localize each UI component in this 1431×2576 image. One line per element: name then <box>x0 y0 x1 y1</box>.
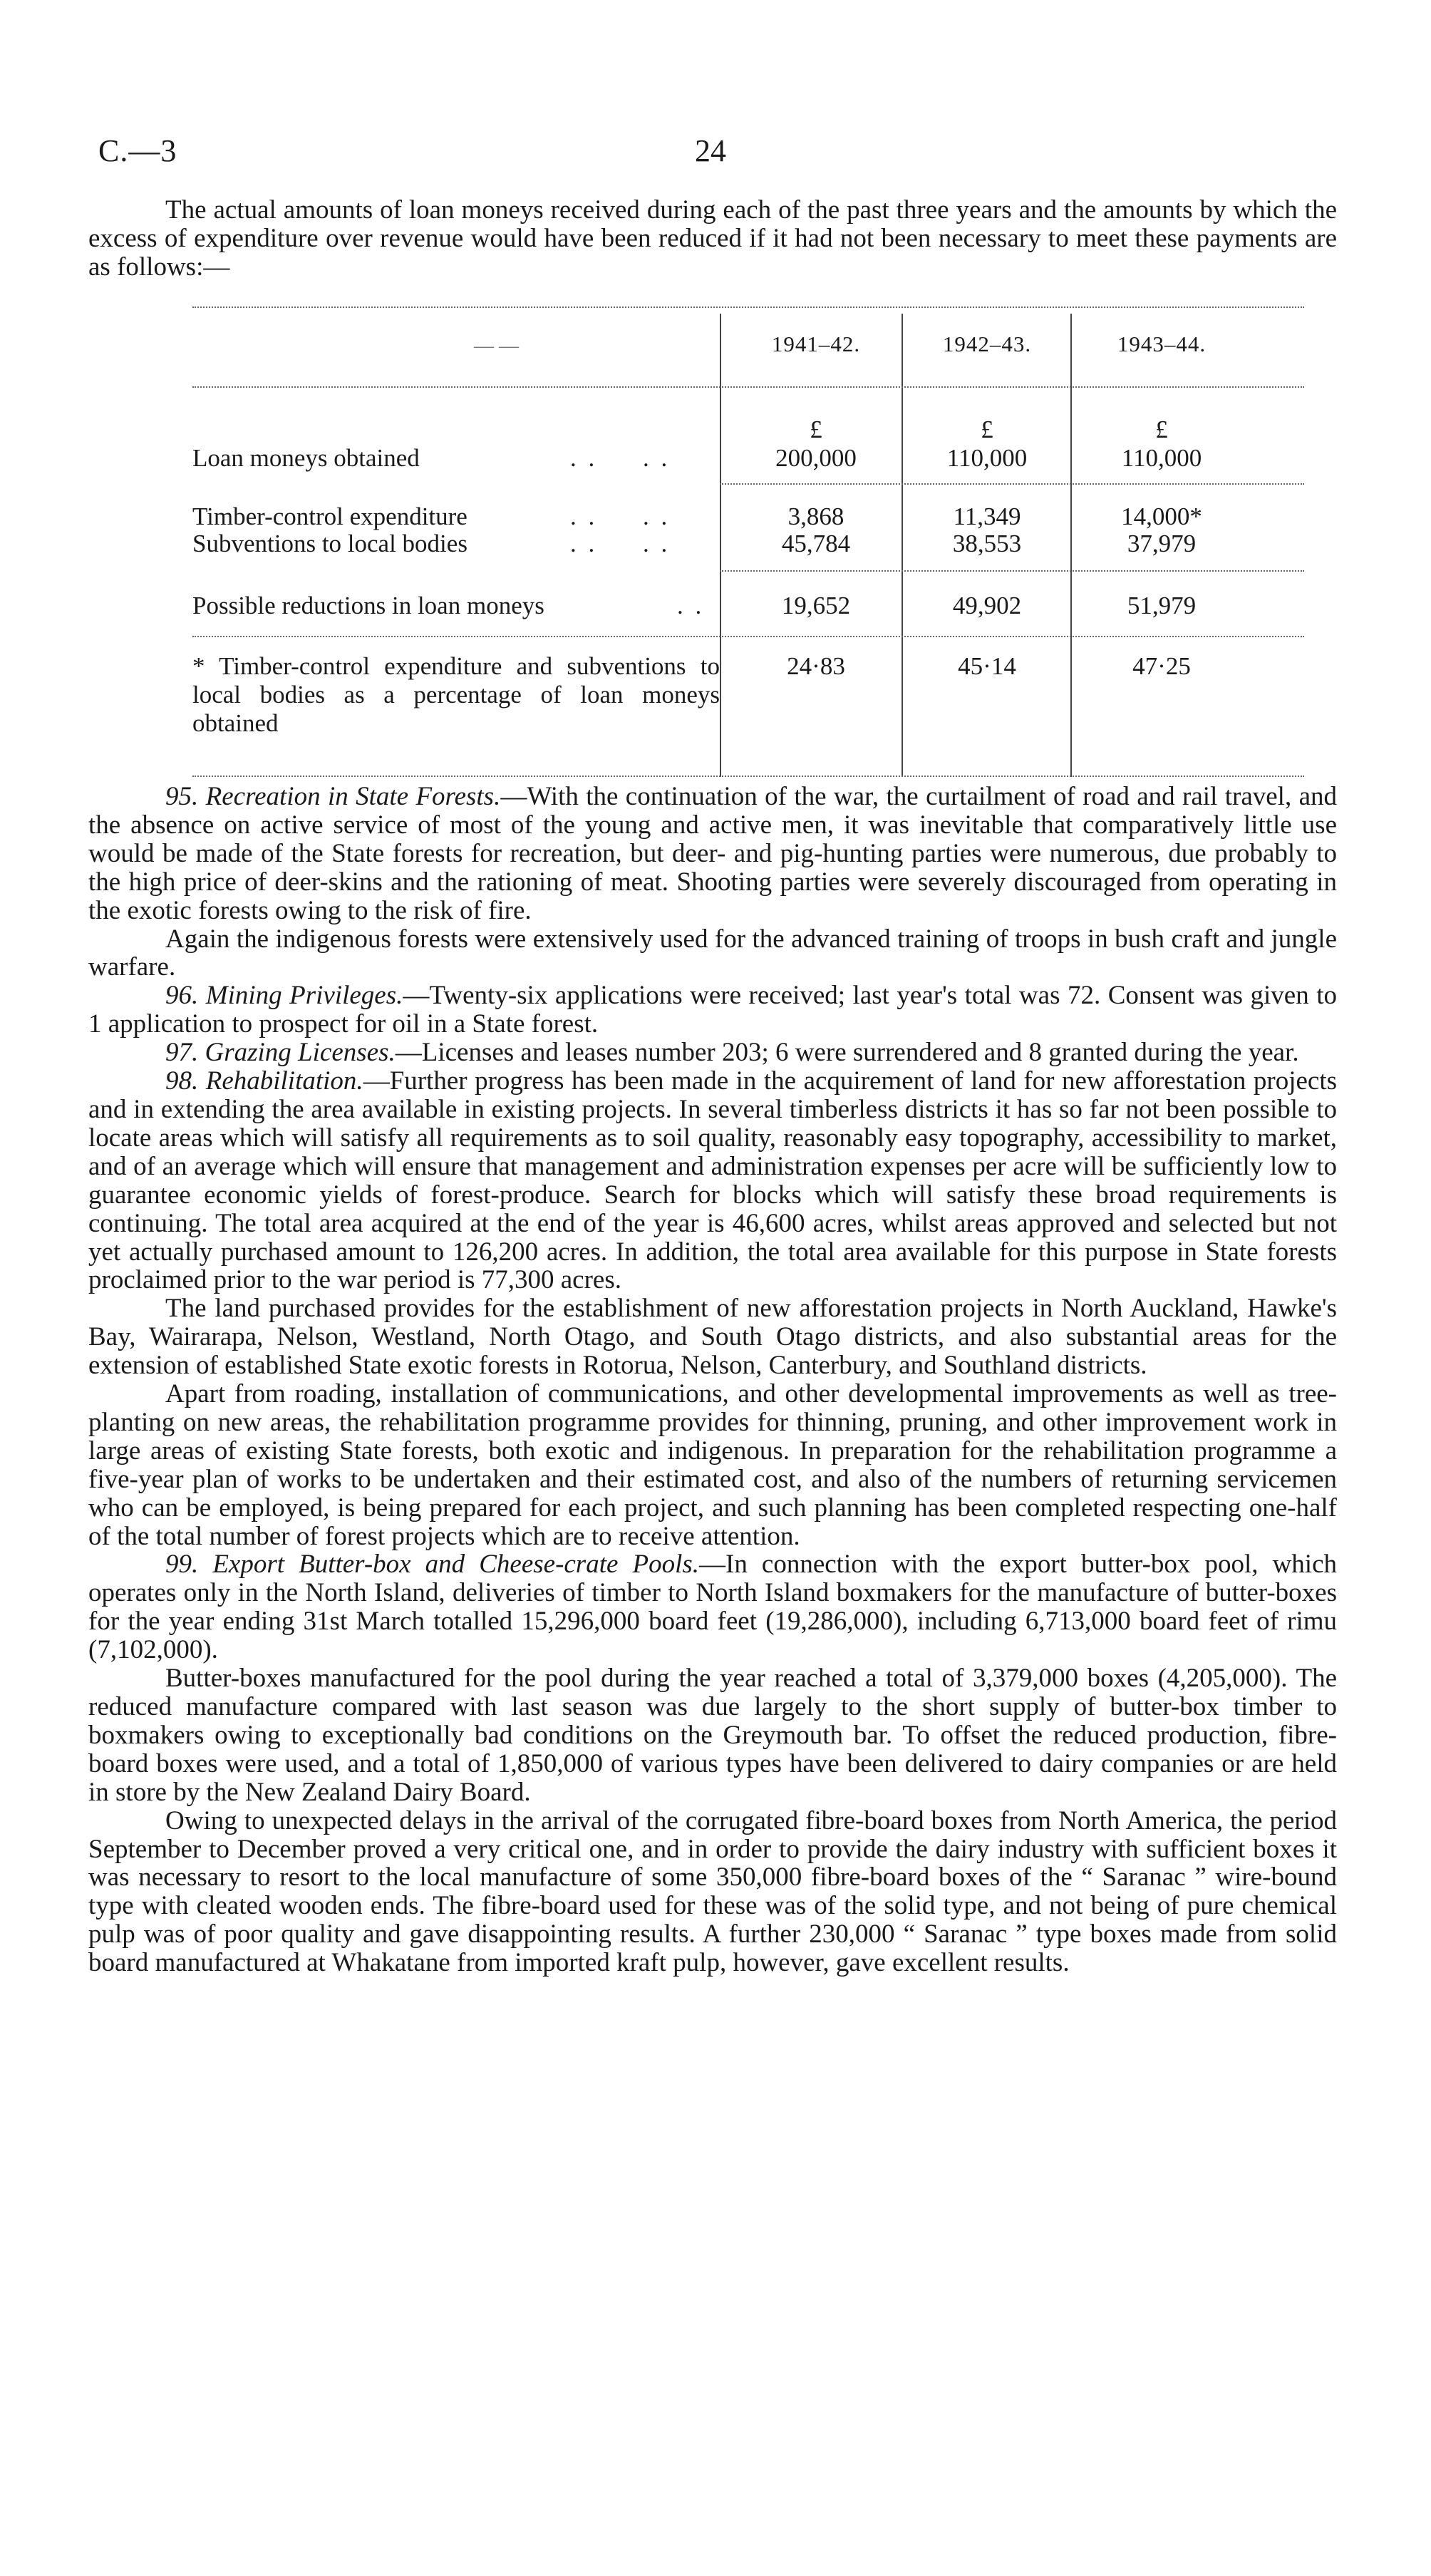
paragraph-text: —Licenses and leases number 203; 6 were surrendered and 8 granted during the year. <box>395 1038 1299 1068</box>
row-label-loan-moneys: Loan moneys obtained <box>192 444 420 472</box>
paragraph-98-b: The land purchased provides for the establishment of new afforestation projects in North Auckland, Hawke's Bay, Wairarapa, Nelson, Westland, North Otago, and South Otago districts, and also substantial areas for the extension of established State exotic forests in Rotorua, Nelson, Canterbury, and Southland districts. <box>88 1294 1337 1381</box>
paragraph-95 <box>88 783 1337 925</box>
table-cell: 11,349 <box>953 503 1021 530</box>
paragraph-99 <box>88 1550 1337 1664</box>
table-divider <box>1070 314 1072 777</box>
row-label-possible-reductions: Possible reductions in loan moneys <box>192 592 544 619</box>
page-number: 24 <box>695 133 726 168</box>
section-heading: 99. Export Butter-box and Cheese-crate Pools. <box>165 1550 700 1580</box>
leader-dots: . . . . <box>570 530 671 557</box>
paragraph-99-b: Butter-boxes manufactured for the pool during the year reached a total of 3,379,000 boxes (4,205,000). The reduced manufacture compared with last season was due largely to the short supply of butter-box timber to boxmakers owing to exceptionally bad conditions on the Greymouth bar. To offset the reduced production, fibre-board boxes were used, and a total of 1,850,000 of various types have been delivered to dairy companies or are held in store by the New Zealand Dairy Board. <box>88 1664 1337 1807</box>
table-cell: 49,902 <box>952 592 1022 619</box>
paragraph-96 <box>88 982 1337 1039</box>
table-cell: 3,868 <box>787 503 844 530</box>
paragraph-98 <box>88 1067 1337 1294</box>
table-divider <box>902 314 903 777</box>
document-reference: C.—3 <box>98 133 177 168</box>
table-corner-dash: — — <box>474 335 519 357</box>
table-cell: 51,979 <box>1127 592 1197 619</box>
table-cell: 110,000 <box>1121 444 1202 472</box>
body-text <box>88 783 1337 1977</box>
table-cell: 200,000 <box>775 444 857 472</box>
paragraph-99-c: Owing to unexpected delays in the arrival of the corrugated fibre-board boxes from North America, the period September to December proved a very critical one, and in order to provide the dairy industry with sufficient boxes it was necessary to resort to the local manufacture of some 350,000 fibre-board boxes of the “ Saranac ” wire-bound type with cleated wooden ends. The fibre-board used for these was of the solid type, and not being of pure chemical pulp was of poor quality and gave disappointing results. A further 230,000 “ Saranac ” type boxes made from solid board manufactured at Whakatane from imported kraft pulp, however, gave excellent results. <box>88 1805 1337 1978</box>
table-rule <box>720 483 1304 485</box>
row-label-timber-control: Timber-control expenditure <box>192 503 467 530</box>
table-cell: 45·14 <box>958 652 1016 680</box>
paragraph-98-c: Apart from roading, installation of communications, and other developmental improvements as well as tree-planting on new areas, the rehabilitation programme provides for thinning, pruning, and other improvement work in large areas of existing State forests, both exotic and indigenous. In preparation for the rehabilitation programme a five-year plan of works to be undertaken and their estimated cost, and also of the numbers of returning servicemen who can be employed, is being prepared for each project, and such planning has been completed respecting one-half of the total number of forest projects which are to receive attention. <box>88 1379 1337 1551</box>
currency-symbol: £ <box>981 416 993 443</box>
leader-dots: . . . . <box>570 444 671 472</box>
table-cell: 24·83 <box>787 652 845 680</box>
table-divider <box>720 314 721 777</box>
column-header-1941: 1941–42. <box>771 331 861 356</box>
table-cell: 110,000 <box>946 444 1028 472</box>
table-cell: 45,784 <box>781 530 851 557</box>
leader-dots: . . <box>677 592 705 619</box>
table-cell: 38,553 <box>952 530 1022 557</box>
paragraph-95-b: Again the indigenous forests were extensively used for the advanced training of troops in bush craft and jungle warfare. <box>88 924 1337 982</box>
table-cell: 19,652 <box>781 592 851 619</box>
row-label-subventions: Subventions to local bodies <box>192 530 467 557</box>
section-heading: 95. Recreation in State Forests. <box>165 782 501 811</box>
section-heading: 98. Rehabilitation. <box>165 1066 363 1096</box>
loan-moneys-table <box>192 306 1326 777</box>
table-top-rule <box>192 306 1304 308</box>
leader-dots: . . . . <box>570 503 671 530</box>
table-cell: 14,000* <box>1121 503 1202 530</box>
table-rule <box>720 570 1304 572</box>
table-bottom-rule <box>192 776 1304 777</box>
paragraph-text: —In connection with the export butter-box pool, which operates only in the North Island, deliveries of timber to North Island boxmakers for the manufacture of butter-boxes for the year ending 31st March totalled 15,296,000 board feet (19,286,000), including 6,713,000 board feet of rimu (7,102,000). <box>88 1550 1337 1665</box>
currency-symbol: £ <box>1155 416 1168 443</box>
column-header-1943: 1943–44. <box>1117 331 1207 356</box>
table-cell: 47·25 <box>1132 652 1191 680</box>
paragraph-text: —Further progress has been made in the acquirement of land for new afforestation projects and in extending the area available in existing projects. In several timberless districts it has so far not been possible to locate areas which will satisfy all requirements as to soil quality, reasonably easy topography, accessibility to market, and of an average which will ensure that management and administration expenses per acre will be sufficiently low to guarantee economic yields of forest-produce. Search for blocks which will satisfy these broad requirements is continuing. The total area acquired at the end of the year is 46,600 acres, whilst areas approved and selected but not yet actually purchased amount to 126,200 acres. In addition, the total area available for this purpose in State forests proclaimed prior to the war period is 77,300 acres. <box>88 1066 1337 1295</box>
section-heading: 96. Mining Privileges. <box>165 981 403 1011</box>
paragraph-text: —Twenty-six applications were received; last year's total was 72. Consent was given to 1 application to prospect for oil in a State forest. <box>88 981 1338 1039</box>
currency-symbol: £ <box>810 416 822 443</box>
intro-paragraph: The actual amounts of loan moneys received during each of the past three years and the amounts by which the excess of expenditure over revenue would have been reduced if it had not been necessary to meet these payments are as follows:— <box>88 195 1337 282</box>
table-rule <box>192 636 1304 637</box>
paragraph-text: —With the continuation of the war, the curtailment of road and rail travel, and the absence on active service of most of the young and active men, it was inevitable that comparatively little use would be made of the State forests for recreation, but deer- and pig-hunting parties were numerous, due probably to the high price of deer-skins and the rationing of meat. Shooting parties were severely discouraged from operating in the exotic forests owing to the risk of fire. <box>88 782 1337 925</box>
section-heading: 97. Grazing Licenses. <box>165 1038 396 1068</box>
percentage-note: * Timber-control expenditure and subventions to local bodies as a percentage of loan moneys obtained <box>192 652 720 737</box>
paragraph-97 <box>88 1039 1337 1067</box>
column-header-1942: 1942–43. <box>942 331 1032 356</box>
table-header-rule <box>192 386 1304 388</box>
table-cell: 37,979 <box>1127 530 1197 557</box>
